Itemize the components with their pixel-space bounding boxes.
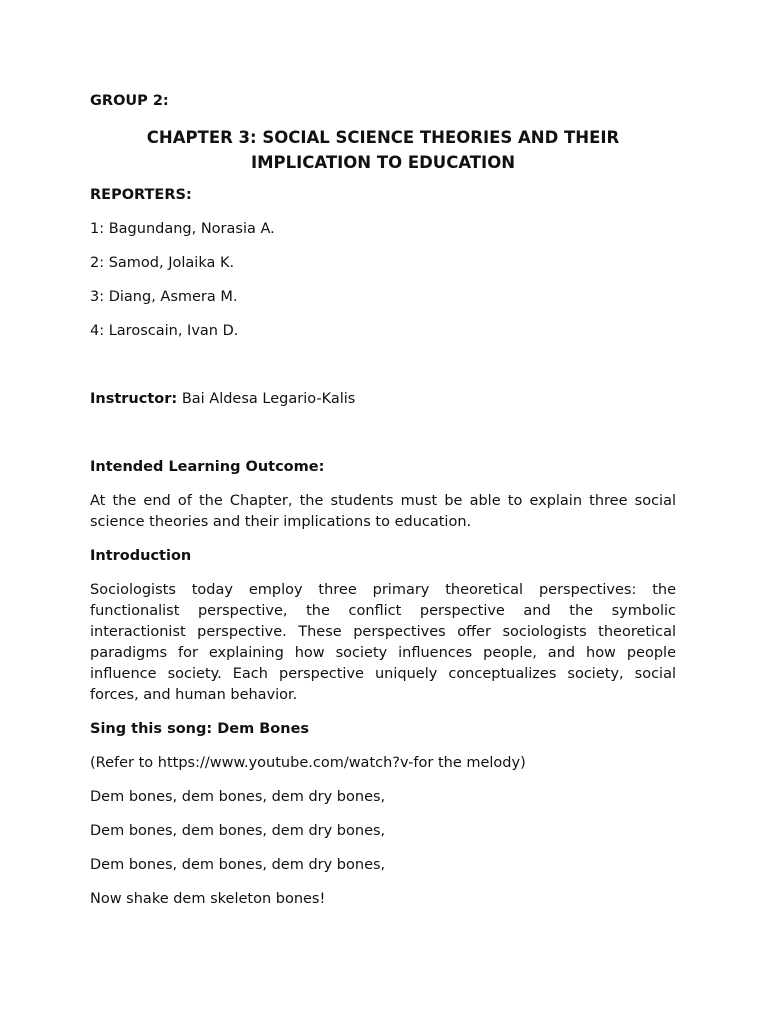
group-label: GROUP 2: [90, 93, 169, 109]
reporters-heading: REPORTERS: [90, 187, 192, 203]
song-reference: (Refer to https://www.youtube.com/watch?v-for the melody) [90, 755, 526, 771]
introduction-text: Sociologists today employ three primary theoretical perspectives: the functionalist perspective, the conflict perspective and the symbolic interactionist perspective. These perspectives offer sociologists theoretical paradigms for explaining how society influences people, and how people influence society. Each perspective uniquely conceptualizes society, social forces, and human behavior. [90, 582, 676, 703]
chapter-title: CHAPTER 3: SOCIAL SCIENCE THEORIES AND THEIR IMPLICATION TO EDUCATION [146, 128, 620, 172]
song-line-4: Now shake dem skeleton bones! [90, 891, 326, 907]
song-heading: Sing this song: Dem Bones [90, 721, 310, 737]
instructor-label: Instructor: [90, 391, 178, 407]
instructor-line [90, 389, 676, 410]
song-line-1: Dem bones, dem bones, dem dry bones, [90, 789, 386, 805]
song-line-2: Dem bones, dem bones, dem dry bones, [90, 823, 386, 839]
outcome-heading: Intended Learning Outcome: [90, 459, 325, 475]
reporter-item-2: 2: Samod, Jolaika K. [90, 255, 235, 271]
instructor-name: Bai Aldesa Legario-Kalis [181, 391, 356, 407]
reporter-item-3: 3: Diang, Asmera M. [90, 289, 238, 305]
introduction-heading: Introduction [90, 548, 192, 564]
reporter-item-4: 4: Laroscain, Ivan D. [90, 323, 239, 339]
outcome-text: At the end of the Chapter, the students must be able to explain three social science theories and their implications to education. [90, 493, 676, 530]
reporter-item-1: 1: Bagundang, Norasia A. [90, 221, 275, 237]
song-line-3: Dem bones, dem bones, dem dry bones, [90, 857, 386, 873]
section-spacer [90, 355, 676, 389]
section-spacer [90, 423, 676, 457]
document-page [90, 91, 676, 923]
